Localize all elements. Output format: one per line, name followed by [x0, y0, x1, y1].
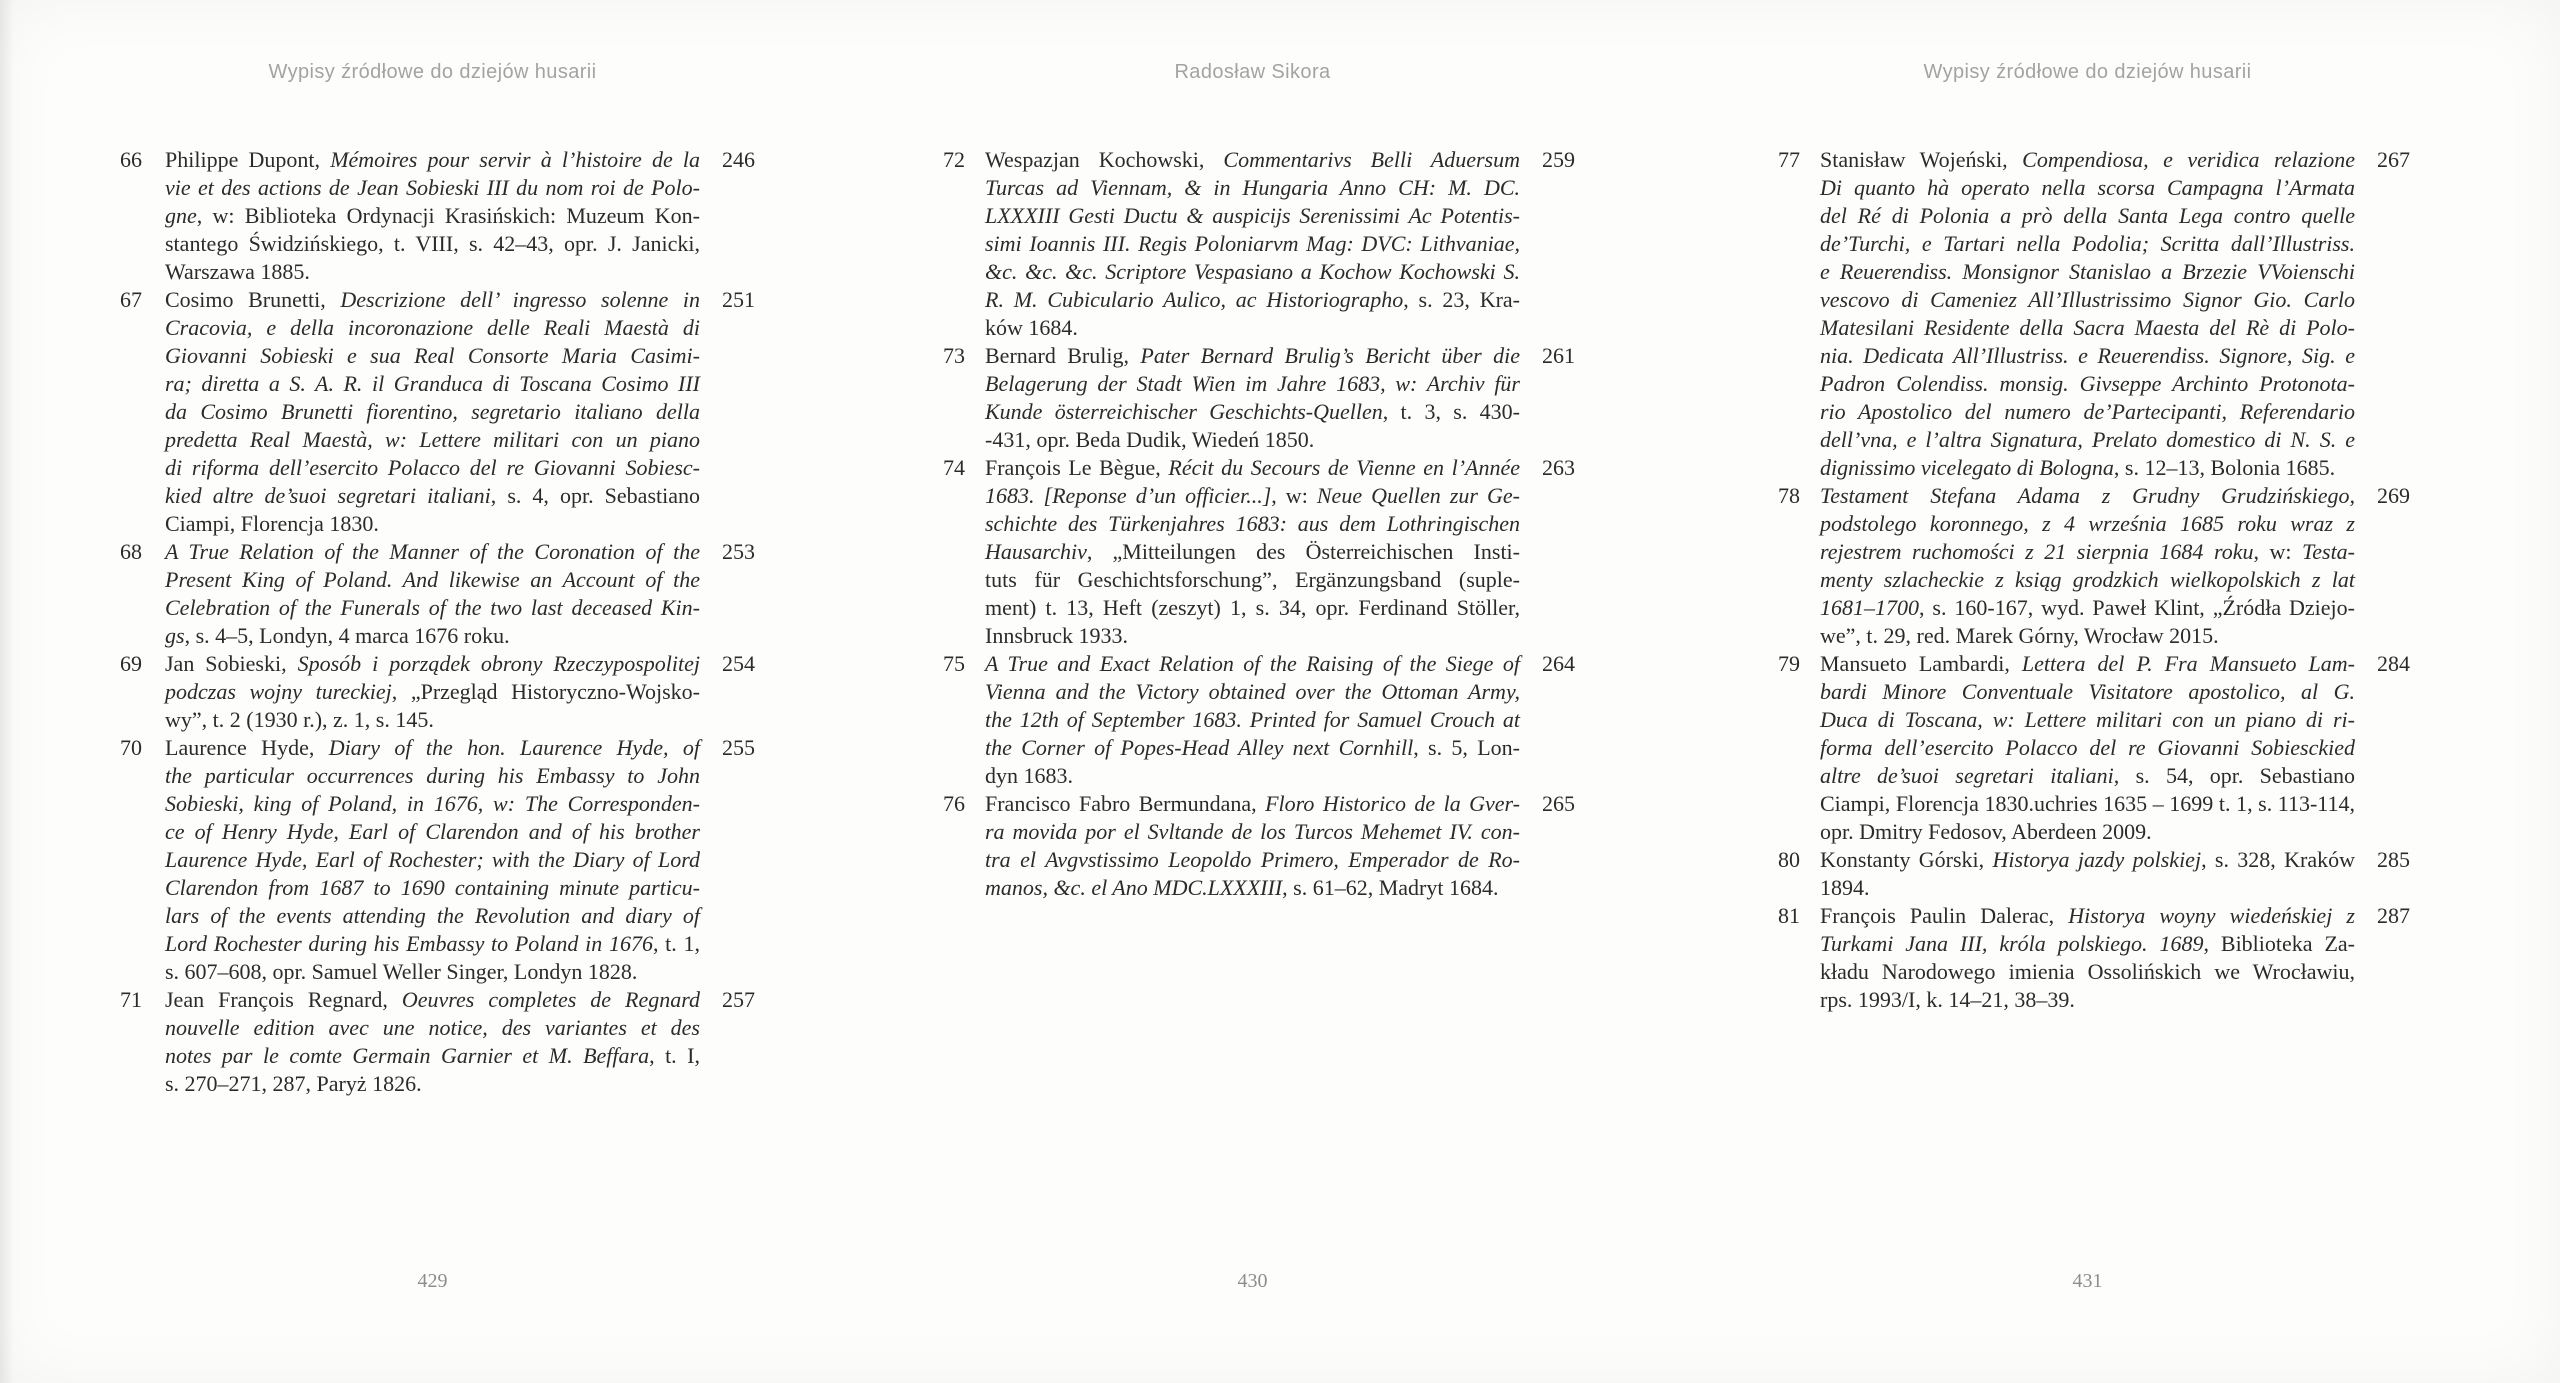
entry-line: schichte des Türkenjahres 1683: aus dem Lothringischen	[985, 511, 1520, 536]
bibliography-entry	[943, 790, 1602, 902]
entry-line: stantego Świdzińskiego, t. VIII, s. 42–43, opr. J. Janicki,	[165, 231, 700, 256]
entry-page-ref: 254	[722, 651, 755, 676]
bibliography-entry	[120, 986, 782, 1098]
entry-page-ref: 257	[722, 987, 755, 1012]
entry-number: 76	[943, 791, 965, 816]
entry-text	[1820, 902, 2355, 1014]
entry-line: dyn 1683.	[985, 763, 1073, 788]
bibliography-list	[120, 146, 782, 1098]
entry-line: ra; diretta a S. A. R. il Granduca di Toscana Cosimo III	[165, 371, 700, 396]
bibliography-entry	[943, 146, 1602, 342]
entry-line: ment) t. 13, Heft (zeszyt) 1, s. 34, opr. Ferdinand Stöller,	[985, 595, 1520, 620]
entry-line: A True Relation of the Manner of the Coronation of the	[165, 539, 700, 564]
entry-line: nouvelle edition avec une notice, des variantes et des	[165, 1015, 700, 1040]
entry-line: Stanisław Wojeński, Compendiosa, e veridica relazione	[1820, 147, 2356, 172]
entry-number: 78	[1778, 483, 1800, 508]
bibliography-entry	[120, 538, 782, 650]
entry-text	[1820, 482, 2355, 650]
entry-number: 74	[943, 455, 965, 480]
entry-line: predetta Real Maestà, w: Lettere militari con un piano	[165, 427, 700, 452]
entry-line: A True and Exact Relation of the Raising of the Siege of	[985, 651, 1520, 676]
entry-page-ref: 261	[1542, 343, 1575, 368]
entry-number: 80	[1778, 847, 1800, 872]
entry-text	[985, 454, 1520, 650]
entry-page-ref: 251	[722, 287, 755, 312]
entry-line: François Le Bègue, Récit du Secours de Vienne en l’Année	[985, 455, 1520, 480]
entry-line: kied altre de’suoi segretari italiani, s. 4, opr. Sebastiano	[165, 483, 700, 508]
entry-line: lars of the events attending the Revolution and diary of	[165, 903, 700, 928]
entry-line: Matesilani Residente della Sacra Maesta del Rè di Polo-	[1820, 315, 2355, 340]
bibliography-entry	[1778, 482, 2437, 650]
bibliography-entry	[1778, 846, 2437, 902]
bibliography-entry	[120, 286, 782, 538]
entry-line: R. M. Cubiculario Aulico, ac Historiographo, s. 23, Kra-	[985, 287, 1520, 312]
entry-line: ków 1684.	[985, 315, 1078, 340]
entry-text	[165, 146, 700, 286]
entry-line: kładu Narodowego imienia Ossolińskich we Wrocławiu,	[1820, 959, 2355, 984]
entry-line: vescovo di Cameniez All’Illustrissimo Signor Gio. Carlo	[1820, 287, 2355, 312]
entry-line: Laurence Hyde, Diary of the hon. Laurence Hyde, of	[165, 735, 700, 760]
bibliography-entry	[943, 454, 1602, 650]
entry-line: wy”, t. 2 (1930 r.), z. 1, s. 145.	[165, 707, 434, 732]
entry-number: 71	[120, 987, 142, 1012]
entry-text	[985, 790, 1520, 902]
entry-line: manos, &c. el Ano MDC.LXXXIII, s. 61–62, Madryt 1684.	[985, 875, 1499, 900]
entry-line: altre de’suoi segretari italiani, s. 54, opr. Sebastiano	[1820, 763, 2355, 788]
entry-line: Kunde österreichischer Geschichts-Quellen, t. 3, s. 430-	[985, 399, 1521, 424]
entry-line: Philippe Dupont, Mémoires pour servir à l’histoire de la	[165, 147, 700, 172]
entry-number: 73	[943, 343, 965, 368]
entry-number: 77	[1778, 147, 1800, 172]
entry-line: Clarendon from 1687 to 1690 containing minute particu-	[165, 875, 700, 900]
entry-line: bardi Minore Conventuale Visitatore apostolico, al G.	[1820, 679, 2355, 704]
entry-line: 1894.	[1820, 875, 1870, 900]
entry-page-ref: 265	[1542, 791, 1575, 816]
entry-page-ref: 269	[2377, 483, 2410, 508]
bibliography-entry	[120, 146, 782, 286]
entry-line: tra el Avgvstissimo Leopoldo Primero, Emperador de Ro-	[985, 847, 1520, 872]
entry-line: Celebration of the Funerals of the two last deceased Kin-	[165, 595, 700, 620]
running-header: Radosław Sikora	[1174, 61, 1331, 83]
entry-page-ref: 263	[1542, 455, 1575, 480]
entry-line: Turkami Jana III, króla polskiego. 1689, Biblioteka Za-	[1820, 931, 2355, 956]
entry-line: Jan Sobieski, Sposób i porządek obrony Rzeczypospolitej	[165, 651, 700, 676]
entry-number: 79	[1778, 651, 1800, 676]
entry-line: Di quanto hà operato nella scorsa Campagna l’Armata	[1820, 175, 2355, 200]
entry-line: simi Ioannis III. Regis Poloniarvm Mag: DVC: Lithvaniae,	[985, 231, 1520, 256]
entry-number: 70	[120, 735, 142, 760]
entry-line: &c. &c. &c. Scriptore Vespasiano a Kochow Kochowski S.	[985, 259, 1520, 284]
entry-line: rio Apostolico del numero de’Partecipanti, Referendario	[1820, 399, 2355, 424]
page-number: 431	[2072, 1270, 2103, 1292]
entry-line: gs, s. 4–5, Londyn, 4 marca 1676 roku.	[165, 623, 510, 648]
entry-text	[985, 650, 1520, 790]
book-page-middle	[853, 0, 1706, 1383]
entry-line: s. 270–271, 287, Paryż 1826.	[165, 1071, 422, 1096]
entry-line: Cosimo Brunetti, Descrizione dell’ ingresso solenne in	[165, 287, 701, 312]
entry-line: s. 607–608, opr. Samuel Weller Singer, Londyn 1828.	[165, 959, 638, 984]
bibliography-entry	[1778, 146, 2437, 482]
entry-text	[985, 342, 1520, 454]
entry-line: Giovanni Sobieski e sua Real Consorte Maria Casimi-	[165, 343, 700, 368]
entry-line: da Cosimo Brunetti fiorentino, segretario italiano della	[165, 399, 700, 424]
entry-line: Jean François Regnard, Oeuvres completes de Regnard	[165, 987, 700, 1012]
entry-number: 67	[120, 287, 142, 312]
entry-line: Hausarchiv, „Mitteilungen des Österreichischen Insti-	[985, 539, 1520, 564]
bibliography-list	[943, 146, 1602, 902]
entry-text	[165, 286, 700, 538]
entry-line: Laurence Hyde, Earl of Rochester; with the Diary of Lord	[165, 847, 700, 872]
entry-line: Testament Stefana Adama z Grudny Grudzińskiego,	[1820, 483, 2355, 508]
entry-line: 1681–1700, s. 160-167, wyd. Paweł Klint, „Źródła Dziejo-	[1820, 595, 2355, 620]
entry-line: rps. 1993/I, k. 14–21, 38–39.	[1820, 987, 2075, 1012]
entry-line: opr. Dmitry Fedosov, Aberdeen 2009.	[1820, 819, 2152, 844]
entry-page-ref: 255	[722, 735, 755, 760]
entry-text	[165, 538, 700, 650]
entry-line: Mansueto Lambardi, Lettera del P. Fra Mansueto Lam-	[1820, 651, 2355, 676]
bibliography-entry	[120, 734, 782, 986]
book-page-left	[0, 0, 853, 1383]
entry-line: LXXXIII Gesti Ductu & auspicijs Serenissimi Ac Potentis-	[985, 203, 1520, 228]
entry-number: 69	[120, 651, 142, 676]
running-header: Wypisy źródłowe do dziejów husarii	[268, 61, 597, 83]
bibliography-entry	[1778, 650, 2437, 846]
entry-number: 81	[1778, 903, 1800, 928]
entry-line: e Reuerendiss. Monsignor Stanislao a Brzezie VVoienschi	[1820, 259, 2355, 284]
bibliography-entry	[943, 342, 1602, 454]
entry-line: Duca di Toscana, w: Lettere militari con un piano di ri-	[1820, 707, 2355, 732]
entry-line: Present King of Poland. And likewise an Account of the	[165, 567, 700, 592]
entry-number: 72	[943, 147, 965, 172]
entry-line: podstolego koronnego, z 4 września 1685 roku wraz z	[1820, 511, 2355, 536]
entry-page-ref: 285	[2377, 847, 2410, 872]
entry-line: vie et des actions de Jean Sobieski III du nom roi de Polo-	[165, 175, 700, 200]
entry-page-ref: 246	[722, 147, 755, 172]
entry-line: 1683. [Reponse d’un officier...], w: Neue Quellen zur Ge-	[985, 483, 1520, 508]
entry-line: de’Turchi, e Tartari nella Podolia; Scritta dall’Illustriss.	[1820, 231, 2355, 256]
page-number: 429	[417, 1270, 448, 1292]
running-header: Wypisy źródłowe do dziejów husarii	[1923, 61, 2252, 83]
entry-page-ref: 284	[2377, 651, 2410, 676]
entry-line: tuts für Geschichtsforschung”, Ergänzungsband (suple-	[985, 567, 1520, 592]
entry-line: the particular occurrences during his Embassy to John	[165, 763, 700, 788]
entry-number: 68	[120, 539, 142, 564]
entry-line: Francisco Fabro Bermundana, Floro Historico de la Gver-	[985, 791, 1521, 816]
page-number: 430	[1237, 1270, 1268, 1292]
entry-text	[985, 146, 1520, 342]
entry-line: Ciampi, Florencja 1830.	[165, 511, 379, 536]
entry-line: Lord Rochester during his Embassy to Poland in 1676, t. 1,	[165, 931, 700, 956]
entry-line: menty szlacheckie z ksiąg grodzkich wielkopolskich z lat	[1820, 567, 2355, 592]
entry-line: nia. Dedicata All’Illustriss. e Reuerendiss. Signore, Sig. e	[1820, 343, 2355, 368]
entry-line: Wespazjan Kochowski, Commentarivs Belli Aduersum	[985, 147, 1521, 172]
entry-line: dell’vna, e l’altra Signatura, Prelato domestico di N. S. e	[1820, 427, 2355, 452]
entry-line: di riforma dell’esercito Polacco del re Giovanni Sobiesc-	[165, 455, 700, 480]
entry-line: gne, w: Biblioteka Ordynacji Krasińskich: Muzeum Kon-	[165, 203, 700, 228]
entry-line: forma dell’esercito Polacco del re Giovanni Sobiesckied	[1820, 735, 2355, 760]
entry-line: del Ré di Polonia a prò della Santa Lega contro quelle	[1820, 203, 2355, 228]
entry-line: Sobieski, king of Poland, in 1676, w: The Corresponden-	[165, 791, 700, 816]
entry-text	[1820, 146, 2355, 482]
entry-line: Warszawa 1885.	[165, 259, 310, 284]
entry-number: 75	[943, 651, 965, 676]
entry-page-ref: 267	[2377, 147, 2410, 172]
entry-text	[1820, 846, 2355, 902]
entry-line: Padron Colendiss. monsig. Givseppe Archinto Protonota-	[1820, 371, 2355, 396]
entry-line: Innsbruck 1933.	[985, 623, 1128, 648]
book-page-right	[1707, 0, 2560, 1383]
entry-line: ra movida por el Svltande de los Turcos Mehemet IV. con-	[985, 819, 1520, 844]
entry-page-ref: 259	[1542, 147, 1575, 172]
entry-line: the Corner of Popes-Head Alley next Cornhill, s. 5, Lon-	[985, 735, 1520, 760]
entry-page-ref: 264	[1542, 651, 1575, 676]
entry-line: François Paulin Dalerac, Historya woyny wiedeńskiej z	[1820, 903, 2355, 928]
entry-line: Bernard Brulig, Pater Bernard Brulig’s Bericht über die	[985, 343, 1520, 368]
entry-line: Ciampi, Florencja 1830.uchries 1635 – 1699 t. 1, s. 113-114,	[1820, 791, 2355, 816]
entry-text	[165, 734, 700, 986]
entry-text	[1820, 650, 2355, 846]
entry-page-ref: 253	[722, 539, 755, 564]
entry-line: Turcas ad Viennam, & in Hungaria Anno CH: M. DC.	[985, 175, 1520, 200]
entry-line: Belagerung der Stadt Wien im Jahre 1683, w: Archiv für	[985, 371, 1520, 396]
entry-text	[165, 650, 700, 734]
entry-page-ref: 287	[2377, 903, 2410, 928]
entry-line: dignissimo vicelegato di Bologna, s. 12–13, Bolonia 1685.	[1820, 455, 2336, 480]
entry-line: the 12th of September 1683. Printed for Samuel Crouch at	[985, 707, 1520, 732]
entry-line: notes par le comte Germain Garnier et M. Beffara, t. I,	[165, 1043, 700, 1068]
entry-line: rejestrem ruchomości z 21 sierpnia 1684 roku, w: Testa-	[1820, 539, 2356, 564]
entry-line: Cracovia, e della incoronazione delle Reali Maestà di	[165, 315, 700, 340]
bibliography-entry	[120, 650, 782, 734]
entry-line: podczas wojny tureckiej, „Przegląd Historyczno-Wojsko-	[165, 679, 700, 704]
bibliography-list	[1778, 146, 2437, 1014]
bibliography-entry	[1778, 902, 2437, 1014]
entry-text	[165, 986, 700, 1098]
entry-line: Vienna and the Victory obtained over the Ottoman Army,	[985, 679, 1520, 704]
entry-line: ce of Henry Hyde, Earl of Clarendon and of his brother	[165, 819, 700, 844]
entry-line: -431, opr. Beda Dudik, Wiedeń 1850.	[985, 427, 1315, 452]
entry-line: Konstanty Górski, Historya jazdy polskiej, s. 328, Kraków	[1820, 847, 2356, 872]
entry-line: we”, t. 29, red. Marek Górny, Wrocław 2015.	[1820, 623, 2219, 648]
bibliography-entry	[943, 650, 1602, 790]
entry-number: 66	[120, 147, 142, 172]
